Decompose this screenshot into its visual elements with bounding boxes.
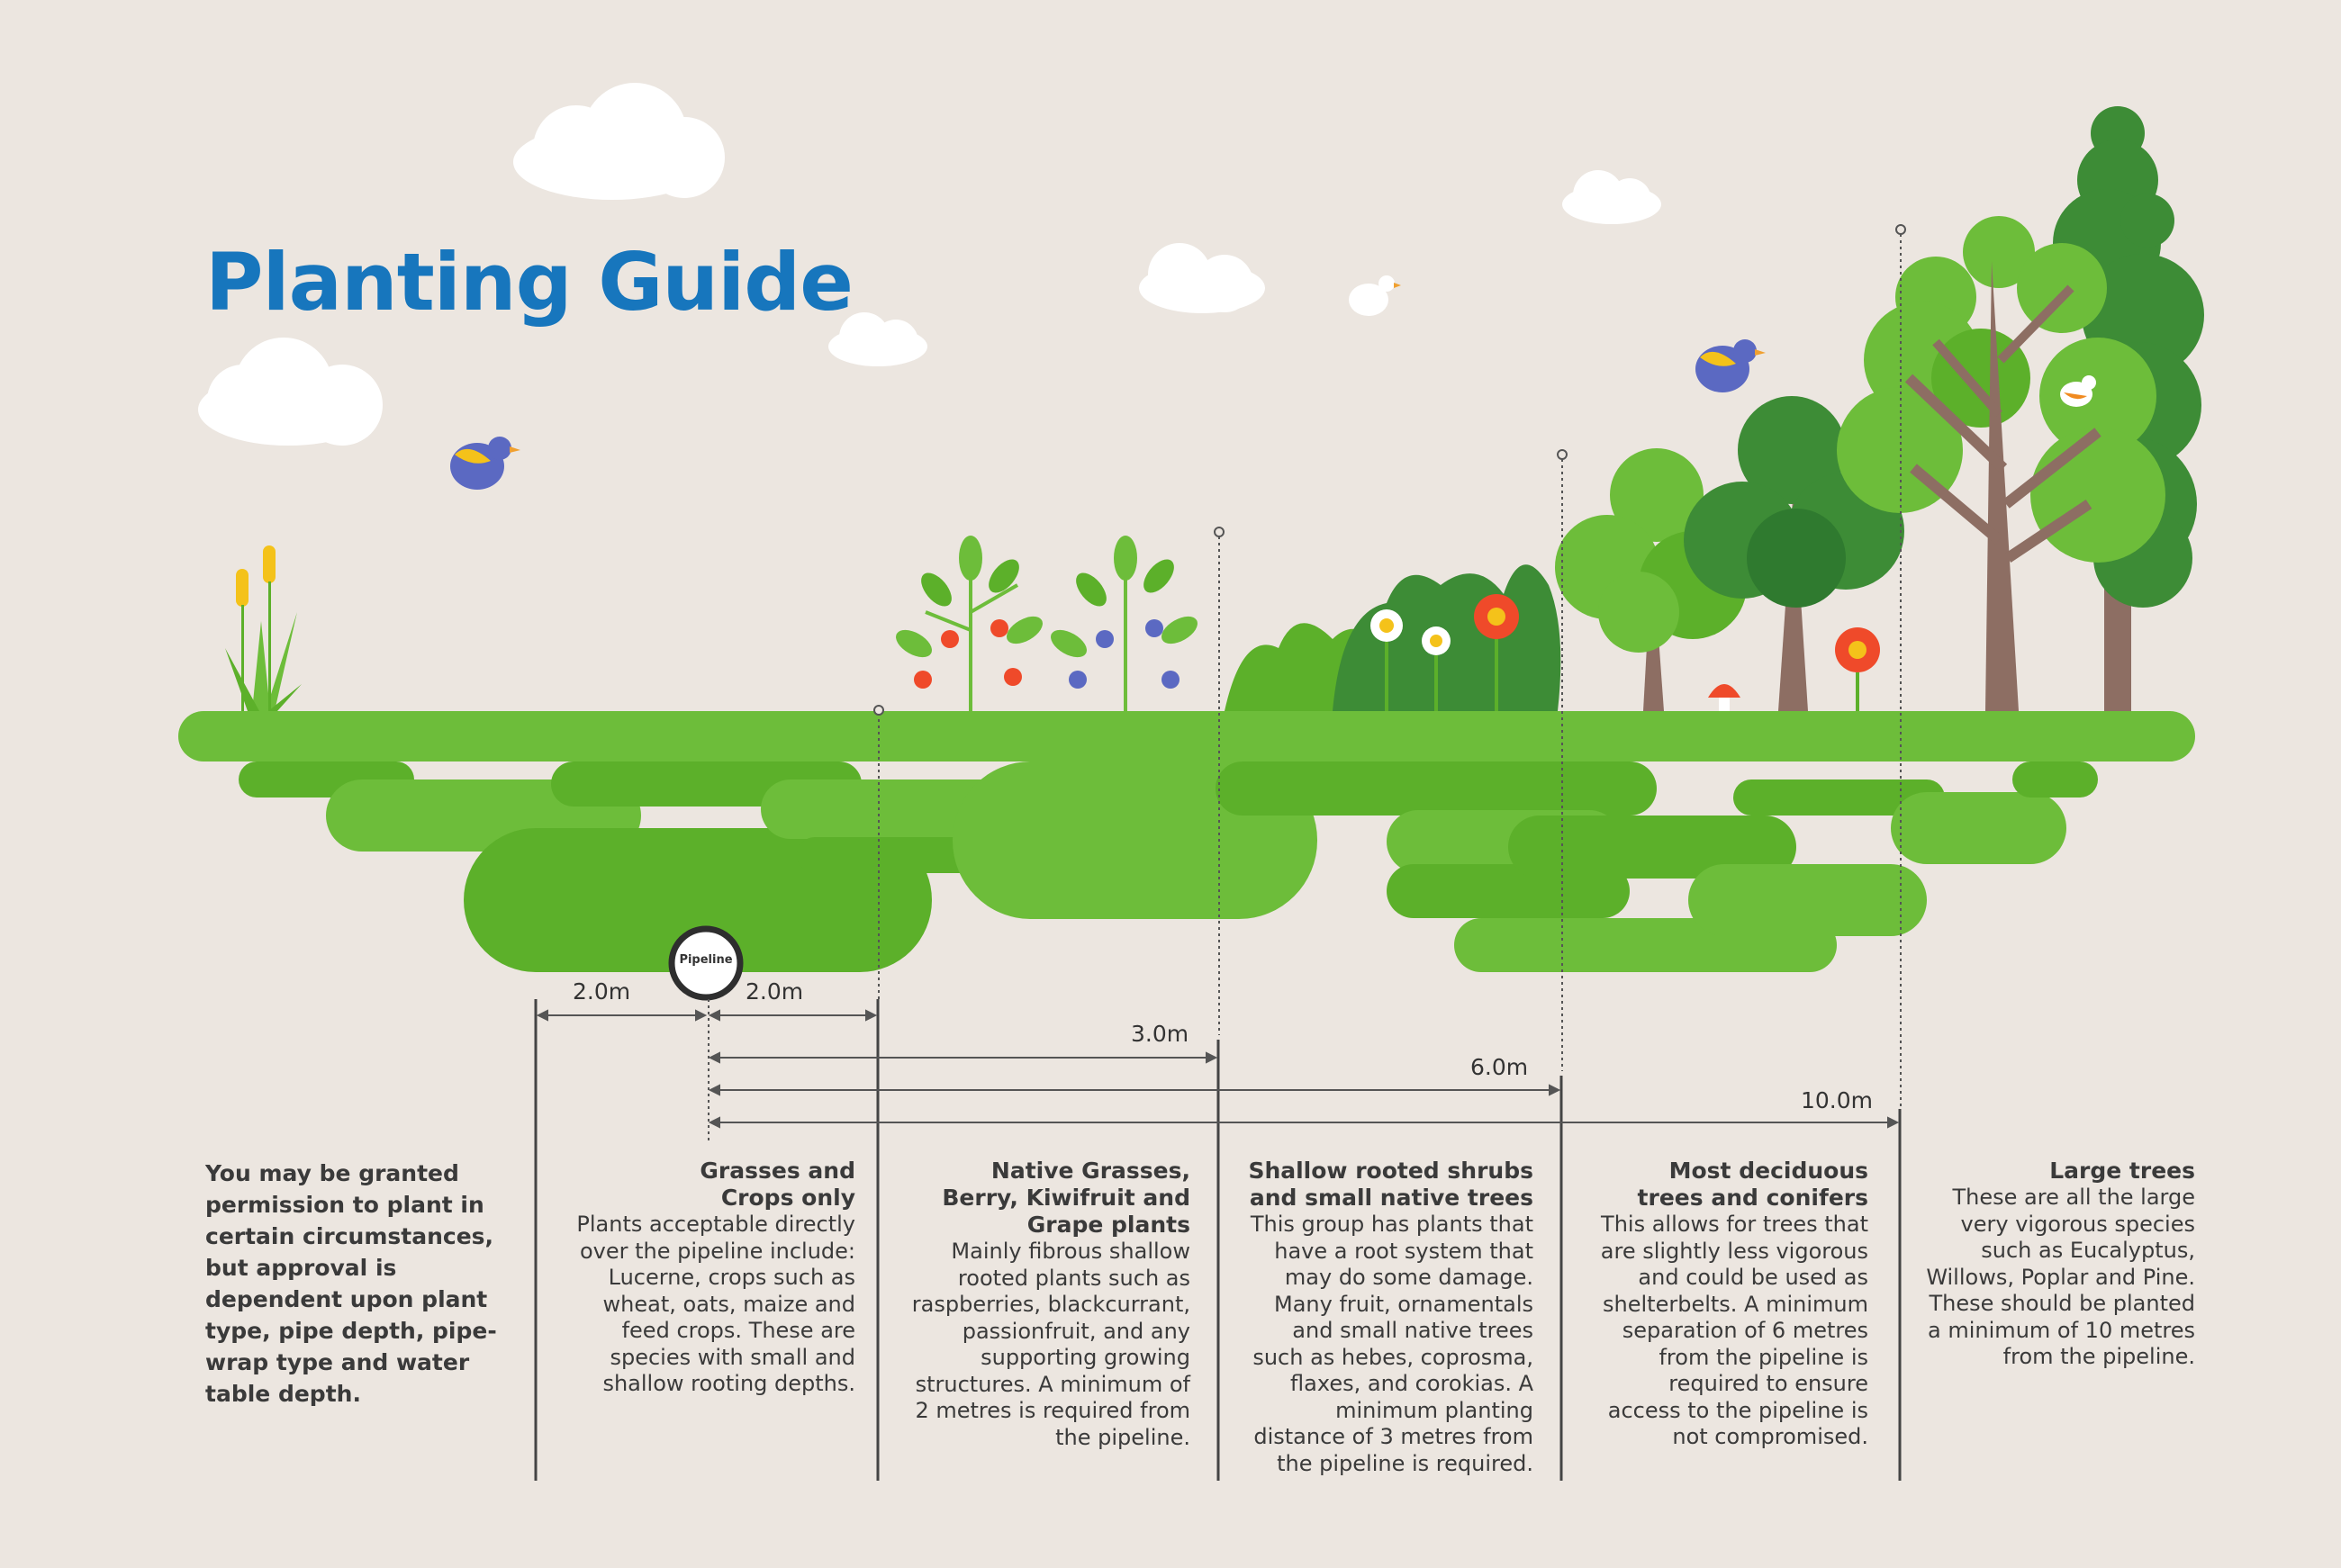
dimension-label-2m-right: 2.0m [746, 978, 804, 1005]
shrub-icon [1225, 564, 1560, 711]
column-heading: Native Grasses, Berry, Kiwifruit and Grape plants [942, 1158, 1190, 1238]
dimension-label-3m: 3.0m [1131, 1021, 1189, 1047]
cloud-icon [198, 338, 383, 446]
dimension-label-10m: 10.0m [1801, 1087, 1874, 1113]
dimension-label-6m: 6.0m [1470, 1054, 1529, 1080]
ground [178, 711, 2195, 972]
bird-icon [1695, 339, 1766, 392]
reed-plant-icon [225, 545, 302, 711]
berry-plant-icon [891, 536, 1047, 711]
column-body: This group has plants that have a root system that may do some damage. Many fruit, ornamentals and small native trees such as hebes, coprosma, flaxes, and corokias. A minimum planting distance of 3 metres from the pipeline is required. [1250, 1212, 1533, 1476]
cloud-icon [1139, 243, 1265, 313]
column-heading: Shallow rooted shrubs and small native trees [1248, 1158, 1533, 1211]
column-heading: Grasses and Crops only [700, 1158, 855, 1211]
flower-icon [1835, 627, 1880, 711]
cloud-icon [513, 83, 725, 200]
column-heading: Large trees [2049, 1158, 2195, 1184]
dimension-label-2m-left: 2.0m [573, 978, 631, 1005]
column-large-trees [1916, 1158, 2195, 1371]
bird-icon [450, 437, 520, 490]
cloud-icon [1562, 170, 1661, 224]
column-heading: Most deciduous trees and conifers [1637, 1158, 1868, 1211]
bird-icon [1349, 275, 1401, 316]
column-body: Mainly fibrous shallow rooted plants such as raspberries, blackcurrant, passionfruit, and any supporting growing structures. A minimum of 2 metres is required from the pipeline. [911, 1239, 1190, 1450]
column-deciduous-conifers [1594, 1158, 1868, 1451]
page-title: Planting Guide [205, 236, 853, 329]
column-body: These are all the large very vigorous species such as Eucalyptus, Willows, Poplar and Pine. These should be planted a minimum of 10 metres from the pipeline. [1926, 1185, 2195, 1369]
column-body: Plants acceptable directly over the pipeline include: Lucerne, crops such as wheat, oats, maize and feed crops. These are species with small and shallow rooting depths. [576, 1212, 855, 1396]
intro-text: You may be granted permission to plant in certain circumstances, but approval is dependent upon plant type, pipe depth, pipe-wrap type and water table depth. [205, 1160, 497, 1407]
berry-plant-icon [1046, 536, 1202, 711]
pipeline-label: Pipeline [679, 953, 733, 967]
column-grasses-crops [551, 1158, 855, 1398]
column-shallow-shrubs [1247, 1158, 1533, 1477]
column-native-grasses-berry [900, 1158, 1190, 1451]
column-body: This allows for trees that are slightly less vigorous and could be used as shelterbelts. A minimum separation of 6 metres from the pipeline is required to ensure access to the pipeline is not compromised. [1600, 1212, 1868, 1449]
mushroom-icon [1708, 684, 1740, 711]
